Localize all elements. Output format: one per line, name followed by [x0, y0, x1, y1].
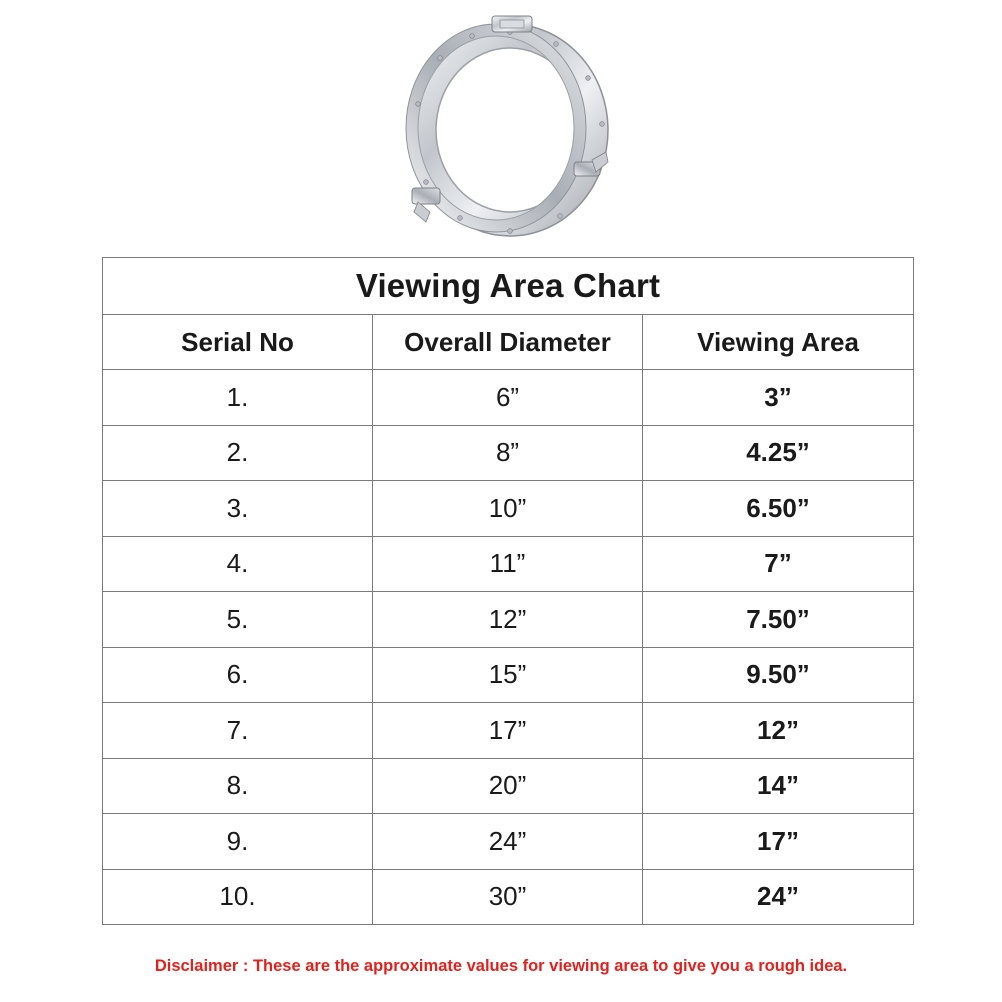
table-row [103, 536, 914, 592]
serial-cell: 10. [103, 869, 373, 925]
viewing-area-cell: 7.50” [643, 592, 914, 648]
diameter-cell: 12” [373, 592, 643, 648]
diameter-cell: 30” [373, 869, 643, 925]
serial-cell: 5. [103, 592, 373, 648]
porthole-window-icon [396, 12, 610, 244]
serial-cell: 7. [103, 703, 373, 759]
chart-title: Viewing Area Chart [103, 258, 914, 315]
column-header-overall-diameter: Overall Diameter [373, 315, 643, 370]
diameter-cell: 8” [373, 425, 643, 481]
table-row [103, 481, 914, 537]
viewing-area-cell: 7” [643, 536, 914, 592]
serial-cell: 4. [103, 536, 373, 592]
disclaimer-text: Disclaimer : These are the approximate values for viewing area to give you a rough idea. [154, 957, 848, 975]
diameter-cell: 20” [373, 758, 643, 814]
column-header-viewing-area: Viewing Area [643, 315, 914, 370]
table-row [103, 758, 914, 814]
column-header-serial-no: Serial No [103, 315, 373, 370]
viewing-area-cell: 9.50” [643, 647, 914, 703]
serial-cell: 8. [103, 758, 373, 814]
diameter-cell: 15” [373, 647, 643, 703]
viewing-area-chart-table [102, 257, 914, 925]
porthole-product-image [396, 12, 610, 244]
table-row [103, 647, 914, 703]
table-row [103, 425, 914, 481]
diameter-cell: 6” [373, 370, 643, 426]
table-row [103, 814, 914, 870]
serial-cell: 3. [103, 481, 373, 537]
diameter-cell: 17” [373, 703, 643, 759]
diameter-cell: 24” [373, 814, 643, 870]
table-row [103, 592, 914, 648]
viewing-area-cell: 3” [643, 370, 914, 426]
viewing-area-cell: 6.50” [643, 481, 914, 537]
diameter-cell: 11” [373, 536, 643, 592]
serial-cell: 6. [103, 647, 373, 703]
viewing-area-cell: 4.25” [643, 425, 914, 481]
table-row [103, 370, 914, 426]
viewing-area-cell: 17” [643, 814, 914, 870]
serial-cell: 1. [103, 370, 373, 426]
viewing-area-cell: 14” [643, 758, 914, 814]
table-row [103, 869, 914, 925]
diameter-cell: 10” [373, 481, 643, 537]
serial-cell: 9. [103, 814, 373, 870]
table-row [103, 703, 914, 759]
serial-cell: 2. [103, 425, 373, 481]
viewing-area-cell: 12” [643, 703, 914, 759]
viewing-area-cell: 24” [643, 869, 914, 925]
